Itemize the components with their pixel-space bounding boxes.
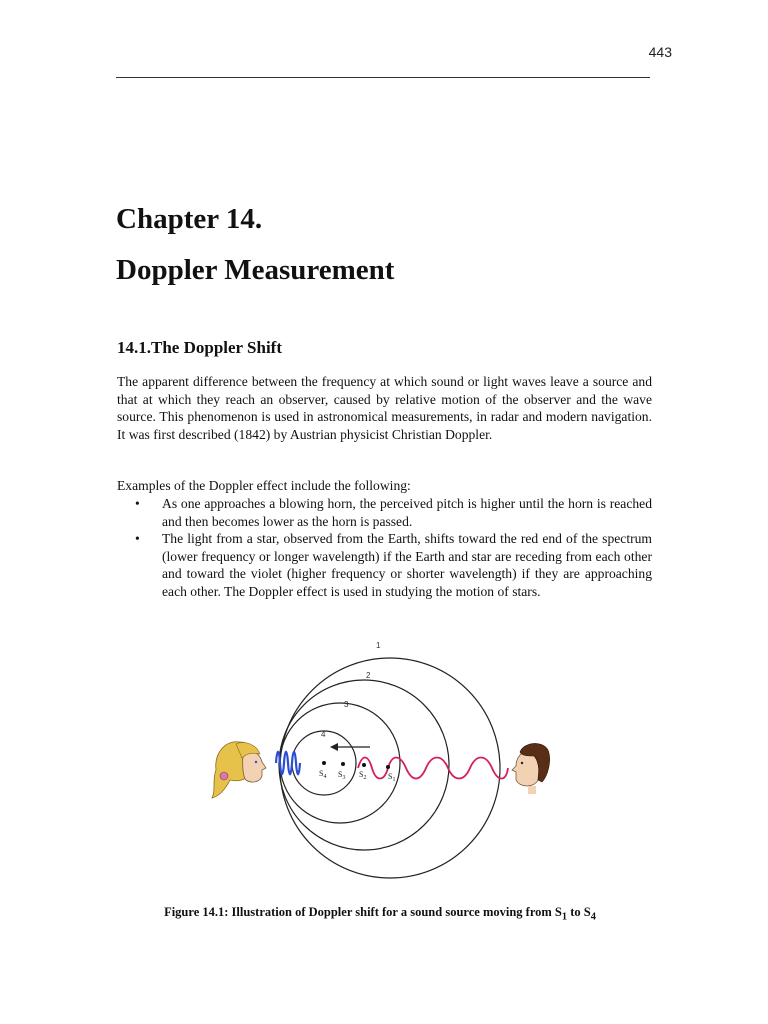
examples-list	[117, 495, 652, 601]
girl-hair-bow	[220, 772, 228, 780]
header-rule	[116, 77, 650, 78]
source-dot-s2	[362, 763, 366, 767]
intro-paragraph: The apparent difference between the frequency at which sound or light waves leave a source and that at which they reach an observer, caused by relative motion of the observer and the wave source. This phenomenon is used in astronomical measurements, in radar and modern navigation. It was first described (1842) by Austrian physicist Christian Doppler.	[117, 374, 652, 442]
boy-neck	[528, 786, 536, 794]
source-dot-s4	[322, 761, 326, 765]
wavefront-circle-1	[280, 658, 500, 878]
source-dot-s3	[341, 762, 345, 766]
chapter-subtitle: Doppler Measurement	[116, 254, 395, 286]
wavefront-circle-3	[280, 703, 400, 823]
bullet-icon: •	[135, 531, 140, 547]
wavefront-label-2: 2	[366, 671, 371, 680]
list-item	[117, 495, 652, 530]
chapter-title: Chapter 14.	[116, 203, 263, 235]
source-label-s4: $S_4$	[319, 769, 327, 780]
stretched-wave	[358, 758, 508, 779]
source-dot-s1	[386, 765, 390, 769]
wavefront-label-1: 1	[376, 641, 381, 650]
source-label-s1: $S_1$	[388, 772, 396, 783]
page-number: 443	[648, 44, 672, 60]
wavefront-label-4: 4	[321, 730, 326, 739]
doppler-figure	[190, 630, 590, 890]
section-heading: 14.1.The Doppler Shift	[117, 338, 282, 357]
girl-eye	[255, 761, 257, 763]
figure-caption: Figure 14.1: Illustration of Doppler shift for a sound source moving from $S_1$ to $S_4$	[164, 905, 596, 923]
source-label-s3: $S_3$	[338, 770, 346, 781]
list-item	[117, 530, 652, 600]
boy-observer	[512, 743, 550, 794]
girl-observer	[212, 742, 266, 798]
source-label-s2: $S_2$	[359, 770, 367, 781]
wavefront-label-3: 3	[344, 700, 349, 709]
boy-eye	[521, 762, 523, 764]
arrowhead-icon	[330, 743, 338, 751]
list-item-text: As one approaches a blowing horn, the perceived pitch is higher until the horn is reached and then becomes lower as the horn is passed.	[162, 496, 652, 529]
bullet-icon: •	[135, 496, 140, 511]
examples-intro: Examples of the Doppler effect include the following:	[117, 478, 411, 493]
list-item-text: The light from a star, observed from the Earth, shifts toward the red end of the spectrum (lower frequency or longer wavelength) if the Earth and star are receding from each other and toward the violet (higher frequency or shorter wavelength) if they are approaching each other. The Doppler effect is used in studying the motion of stars.	[162, 531, 652, 599]
